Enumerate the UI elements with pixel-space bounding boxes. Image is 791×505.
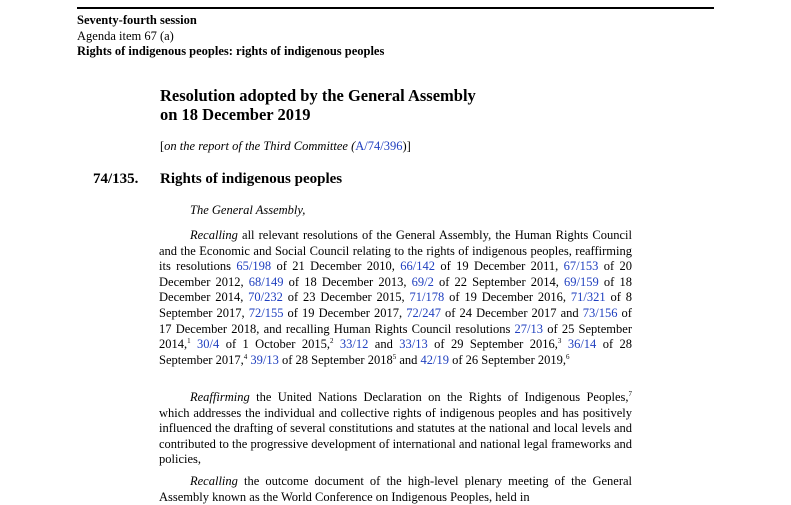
doc-link[interactable]: 39/13 bbox=[250, 352, 279, 367]
text: of 1 October 2015, bbox=[219, 337, 330, 352]
doc-link[interactable]: 42/19 bbox=[420, 352, 449, 367]
doc-link[interactable]: 33/13 bbox=[399, 337, 428, 352]
doc-link[interactable]: 67/153 bbox=[563, 259, 599, 274]
footnote-ref[interactable]: 1 bbox=[187, 337, 191, 345]
resolution-title: Rights of indigenous peoples bbox=[160, 171, 343, 187]
text: of 28 September 2018 bbox=[278, 352, 393, 367]
doc-link[interactable]: 30/4 bbox=[197, 337, 220, 352]
lead-word: Recalling bbox=[190, 228, 238, 242]
text: which addresses the individual and collective rights of indigenous peoples and has positively influenced the drafting of several constitutions and statutes at the national and local levels and contributed to the progressive development of international and national legal frameworks and policies, bbox=[159, 405, 632, 467]
text: of 23 December 2015, bbox=[282, 290, 410, 305]
lead-word: Reaffirming bbox=[190, 390, 250, 404]
report-link[interactable]: A/74/396 bbox=[355, 139, 403, 153]
doc-link[interactable]: 72/247 bbox=[406, 305, 441, 320]
footnote-ref[interactable]: 2 bbox=[329, 337, 334, 345]
text: of 21 December 2010, bbox=[271, 259, 401, 274]
agenda-item: Agenda item 67 (a) bbox=[77, 29, 174, 43]
text: the United Nations Declaration on the Rights of Indigenous Peoples, bbox=[249, 390, 629, 404]
doc-link[interactable]: 73/156 bbox=[582, 305, 618, 320]
text: and bbox=[368, 337, 400, 352]
footnote-ref[interactable]: 3 bbox=[557, 337, 562, 345]
preamble: The General Assembly, bbox=[190, 203, 306, 217]
doc-link[interactable]: 33/12 bbox=[339, 337, 369, 352]
footnote-ref[interactable]: 6 bbox=[566, 352, 570, 361]
doc-link[interactable]: 69/159 bbox=[564, 274, 599, 289]
text: of 18 December 2013, bbox=[283, 274, 412, 289]
doc-link[interactable]: 71/178 bbox=[409, 290, 445, 305]
text: of 19 December 2011, bbox=[434, 259, 564, 274]
text: of 29 September 2016, bbox=[427, 337, 558, 352]
paragraph-reaffirming-declaration bbox=[159, 390, 632, 468]
lead-word: Recalling bbox=[190, 474, 238, 488]
text: of 22 September 2014, bbox=[433, 274, 565, 289]
text: of 20 December 2012, bbox=[159, 259, 632, 289]
text: of 8 September 2017, bbox=[159, 290, 632, 320]
doc-link[interactable]: 68/149 bbox=[248, 274, 284, 289]
text: of 28 September 2017, bbox=[159, 337, 633, 367]
doc-link[interactable]: 66/142 bbox=[400, 259, 435, 274]
header-rule bbox=[77, 7, 714, 9]
text: of 19 December 2016, bbox=[444, 290, 571, 305]
agenda-title: Rights of indigenous peoples: rights of indigenous peoples bbox=[77, 44, 385, 58]
text: all relevant resolutions of the General Assembly, the Human Rights Council and the Economic and Social Council relating to the rights of indigenous peoples, reaffirming its resolutions bbox=[159, 228, 632, 274]
doc-link[interactable]: 65/198 bbox=[236, 259, 272, 274]
text: of 18 December 2014, bbox=[159, 274, 632, 305]
text: of 24 December 2017 and bbox=[440, 305, 583, 320]
doc-link[interactable]: 70/232 bbox=[248, 290, 283, 305]
report-text: on the report of the Third Committee ( bbox=[164, 139, 356, 153]
paragraph-recalling-resolutions bbox=[159, 228, 632, 368]
report-close-bracket: )] bbox=[402, 139, 411, 153]
doc-link[interactable]: 27/13 bbox=[514, 321, 543, 336]
resolution-heading bbox=[160, 86, 476, 124]
footnote-ref[interactable]: 5 bbox=[392, 352, 397, 361]
heading-line-2: on 18 December 2019 bbox=[160, 105, 311, 124]
doc-link[interactable]: 72/155 bbox=[248, 305, 284, 320]
resolution-number: 74/135. bbox=[93, 171, 139, 187]
paragraph-recalling-outcome bbox=[159, 474, 632, 505]
report-open-bracket: [ bbox=[160, 139, 165, 153]
session-label: Seventy-fourth session bbox=[77, 13, 197, 27]
doc-link[interactable]: 36/14 bbox=[567, 337, 597, 352]
heading-line-1: Resolution adopted by the General Assembly bbox=[160, 86, 476, 105]
text: of 17 December 2018, and recalling Human Rights Council resolutions bbox=[159, 305, 632, 336]
report-reference bbox=[160, 139, 411, 154]
text: of 25 September 2014, bbox=[159, 321, 632, 352]
doc-link[interactable]: 69/2 bbox=[411, 274, 434, 289]
footnote-ref[interactable]: 4 bbox=[243, 352, 248, 361]
doc-link[interactable]: 71/321 bbox=[570, 290, 606, 305]
text: the outcome document of the high-level plenary meeting of the General Assembly known as the World Conference on Indigenous Peoples, held in bbox=[159, 474, 632, 504]
text: and bbox=[396, 352, 421, 367]
footnote-ref[interactable]: 7 bbox=[628, 389, 632, 398]
text: of 26 September 2019, bbox=[449, 352, 566, 367]
text: of 19 December 2017, bbox=[283, 305, 407, 320]
